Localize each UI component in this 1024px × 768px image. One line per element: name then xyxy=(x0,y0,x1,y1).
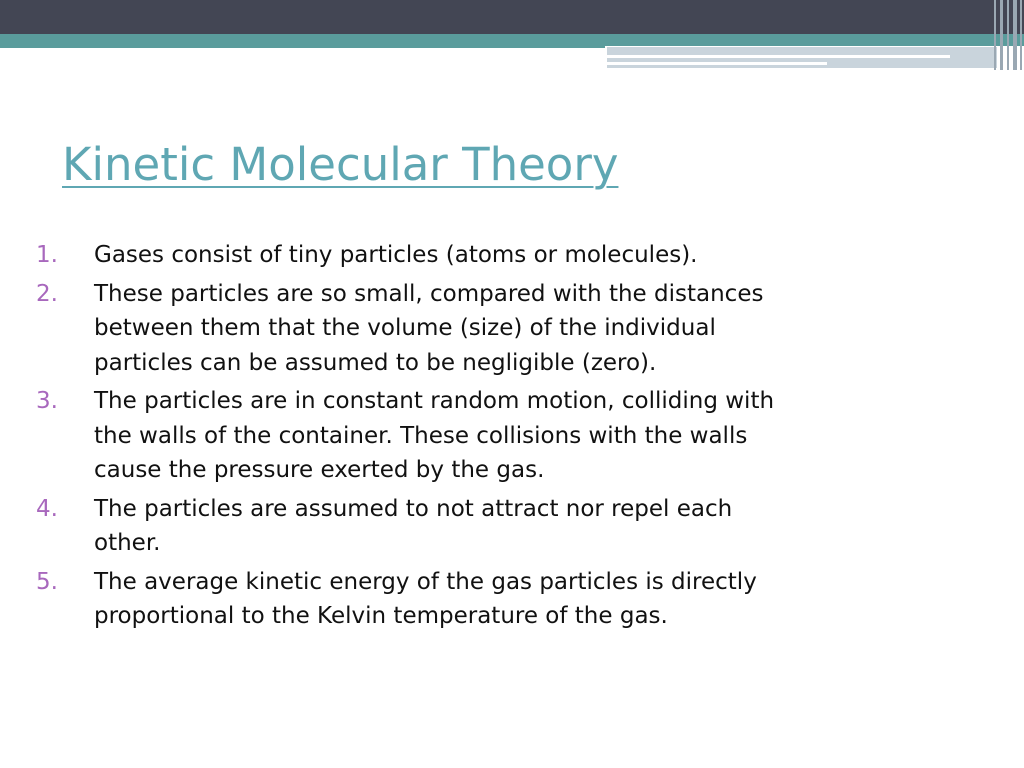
list-item xyxy=(36,492,876,561)
list-item-text: The average kinetic energy of the gas particles is directly proportional to the Kelvin temperature of the gas. xyxy=(94,568,757,629)
list-item-text: These particles are so small, compared with the distances between them that the volume (size) of the individual particles can be assumed to be negligible (zero). xyxy=(94,280,764,376)
header-accent-line xyxy=(607,62,827,65)
list-item-number: 1. xyxy=(36,242,58,268)
header-teal-line xyxy=(0,46,605,48)
list-item xyxy=(36,238,876,273)
list-item-text: The particles are in constant random motion, colliding with the walls of the container. These collisions with the walls cause the pressure exerted by the gas. xyxy=(94,388,775,483)
list-item-text: Gases consist of tiny particles (atoms or molecules). xyxy=(94,242,698,268)
list-item-number: 3. xyxy=(36,388,58,414)
header-accent-line xyxy=(607,55,950,58)
list-item-number: 2. xyxy=(36,280,58,307)
slide-title: Kinetic Molecular Theory xyxy=(62,138,619,191)
list-item xyxy=(36,277,876,381)
list-item-number: 4. xyxy=(36,495,58,522)
list-item xyxy=(36,384,876,488)
list-item-number: 5. xyxy=(36,568,58,595)
header-teal-band xyxy=(0,34,1024,46)
theory-list xyxy=(36,238,876,638)
list-item xyxy=(36,565,876,634)
list-item-text: The particles are assumed to not attract nor repel each other. xyxy=(94,495,733,556)
header-dark-bar xyxy=(0,0,1024,34)
header-edge-stripes xyxy=(992,0,1024,70)
